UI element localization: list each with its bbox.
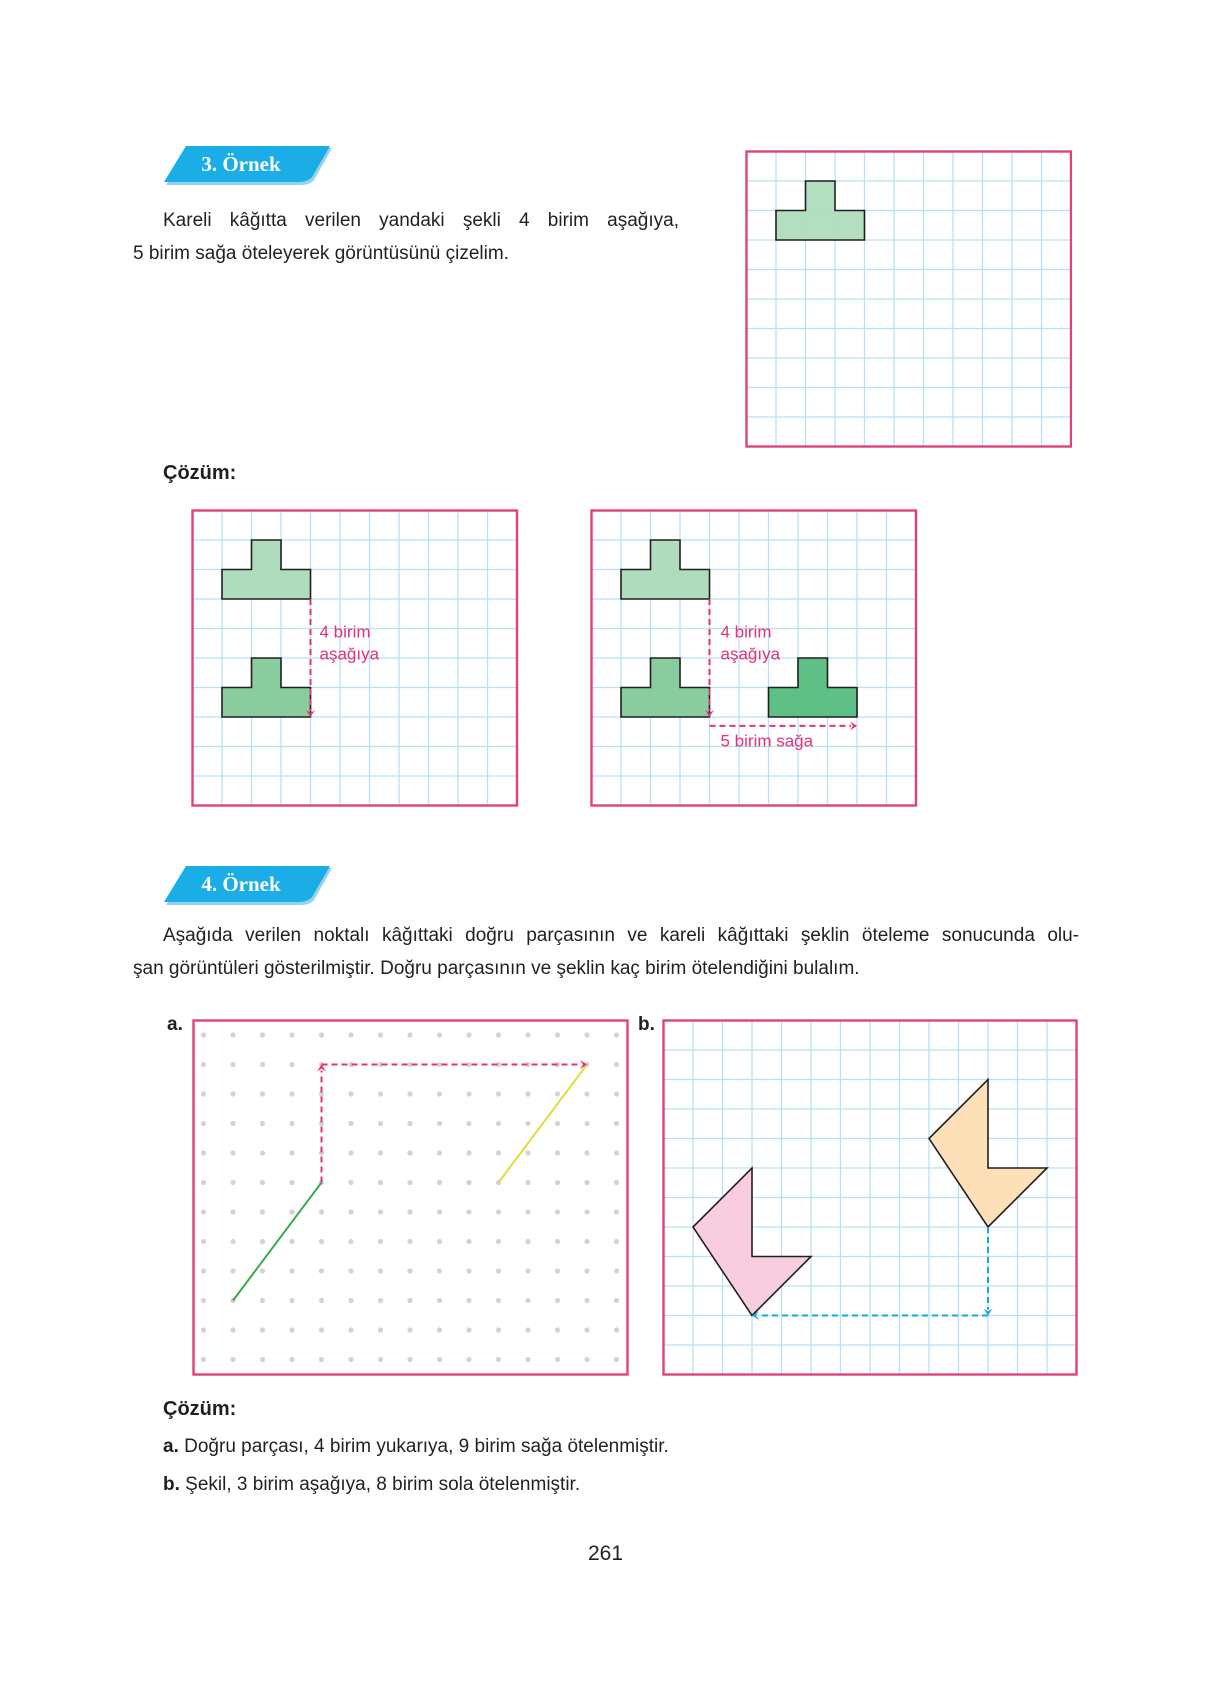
grid-dot xyxy=(289,1062,294,1067)
grid-dot xyxy=(584,1268,589,1273)
example-4-dot-grid xyxy=(192,1019,629,1376)
grid-dot xyxy=(614,1180,619,1185)
grid-dot xyxy=(555,1180,560,1185)
grid-dot xyxy=(407,1150,412,1155)
grid-dot xyxy=(525,1239,530,1244)
grid-dot xyxy=(260,1357,265,1362)
grid-dot xyxy=(230,1091,235,1096)
label-asagiya: aşağıya xyxy=(720,644,781,664)
grid-dot xyxy=(437,1062,442,1067)
grid-dot xyxy=(496,1209,501,1214)
grid-dot xyxy=(201,1091,206,1096)
grid-dot xyxy=(289,1150,294,1155)
solution-a xyxy=(163,1436,669,1458)
grid-dot xyxy=(378,1357,383,1362)
grid-dot xyxy=(525,1032,530,1037)
grid-dot xyxy=(437,1032,442,1037)
grid-dot xyxy=(466,1298,471,1303)
grid-dot xyxy=(319,1032,324,1037)
grid-dot xyxy=(348,1357,353,1362)
grid-dot xyxy=(496,1239,501,1244)
page-number: 261 xyxy=(588,1542,624,1565)
grid-frame xyxy=(194,1021,628,1375)
grid-dot xyxy=(201,1298,206,1303)
grid-dot xyxy=(466,1091,471,1096)
grid-dot xyxy=(201,1209,206,1214)
grid-dot xyxy=(584,1150,589,1155)
grid-dot xyxy=(525,1091,530,1096)
example-3-solution-grid-down-right xyxy=(590,509,921,808)
t-shape-original xyxy=(621,540,710,599)
grid-dot xyxy=(319,1268,324,1273)
grid-dot xyxy=(407,1298,412,1303)
grid-dot xyxy=(230,1268,235,1273)
grid-dot xyxy=(260,1091,265,1096)
grid-dot xyxy=(437,1209,442,1214)
grid-dot xyxy=(260,1327,265,1332)
grid-dot xyxy=(378,1150,383,1155)
grid-dot xyxy=(348,1268,353,1273)
grid-dot xyxy=(348,1298,353,1303)
grid-dot xyxy=(555,1239,560,1244)
segment-image xyxy=(499,1065,588,1183)
grid-dot xyxy=(466,1121,471,1126)
grid-dot xyxy=(584,1298,589,1303)
part-a-label: a. xyxy=(167,1014,183,1035)
grid-dot xyxy=(584,1357,589,1362)
grid-dot xyxy=(201,1327,206,1332)
example-3-text-line2: 5 birim sağa öteleyerek görüntüsünü çizelim. xyxy=(133,243,509,264)
grid-dot xyxy=(260,1121,265,1126)
grid-dot xyxy=(378,1180,383,1185)
t-shape xyxy=(776,181,865,240)
grid-dot xyxy=(348,1091,353,1096)
grid-dot xyxy=(437,1239,442,1244)
example-3-solution-grid-down xyxy=(191,509,520,808)
grid-dot xyxy=(289,1032,294,1037)
grid-dot xyxy=(230,1327,235,1332)
grid-dot xyxy=(584,1121,589,1126)
grid-dot xyxy=(407,1091,412,1096)
example-4-text-line2: şan görüntüleri gösterilmiştir. Doğru parçasının ve şeklin kaç birim ötelendiğini bulalım. xyxy=(133,958,860,979)
grid-dot xyxy=(555,1327,560,1332)
grid-dot xyxy=(437,1298,442,1303)
grid-dot xyxy=(378,1209,383,1214)
arrow-up-head-icon xyxy=(317,1065,326,1072)
grid-dot xyxy=(378,1121,383,1126)
example-4-square-grid xyxy=(662,1019,1080,1376)
example-3-banner xyxy=(162,146,332,184)
grid-dot xyxy=(437,1121,442,1126)
grid-dot xyxy=(614,1239,619,1244)
grid-dot xyxy=(201,1268,206,1273)
grid-dot xyxy=(230,1209,235,1214)
grid-dot xyxy=(584,1091,589,1096)
grid-dot xyxy=(378,1091,383,1096)
grid-dot xyxy=(201,1150,206,1155)
grid-dot xyxy=(496,1150,501,1155)
grid-dot xyxy=(555,1121,560,1126)
grid-dot xyxy=(289,1298,294,1303)
grid-dot xyxy=(614,1150,619,1155)
t-shape-original xyxy=(222,540,311,599)
grid-dot xyxy=(378,1239,383,1244)
grid-dot xyxy=(525,1268,530,1273)
grid-dot xyxy=(230,1062,235,1067)
grid-dot xyxy=(230,1239,235,1244)
example-4-title: 4. Örnek xyxy=(201,872,281,896)
grid-dot xyxy=(348,1239,353,1244)
grid-dot xyxy=(525,1357,530,1362)
grid-dot xyxy=(319,1357,324,1362)
grid-dot xyxy=(289,1268,294,1273)
grid-dot xyxy=(584,1209,589,1214)
label-5-birim-saga: 5 birim sağa xyxy=(720,731,814,751)
example-4-text-line1: Aşağıda verilen noktalı kâğıttaki doğru parçasının ve kareli kâğıttaki şeklin öteleme sonucunda olu- xyxy=(163,925,1079,946)
grid-dot xyxy=(614,1032,619,1037)
example-3-title: 3. Örnek xyxy=(201,152,281,176)
grid-dot xyxy=(614,1327,619,1332)
grid-dot xyxy=(584,1327,589,1332)
grid-dot xyxy=(466,1150,471,1155)
grid-dot xyxy=(496,1268,501,1273)
grid-dot xyxy=(437,1327,442,1332)
grid-dot xyxy=(378,1298,383,1303)
grid-dot xyxy=(437,1091,442,1096)
grid-dot xyxy=(555,1091,560,1096)
grid-dot xyxy=(348,1180,353,1185)
grid-dot xyxy=(496,1032,501,1037)
grid-dot xyxy=(289,1180,294,1185)
solution-a-text: Doğru parçası, 4 birim yukarıya, 9 birim sağa ötelenmiştir. xyxy=(178,1436,669,1457)
grid-dot xyxy=(496,1357,501,1362)
t-shape-final xyxy=(769,658,858,717)
grid-dot xyxy=(466,1357,471,1362)
grid-dot xyxy=(525,1180,530,1185)
grid-dot xyxy=(289,1239,294,1244)
grid-dot xyxy=(201,1121,206,1126)
grid-dot xyxy=(378,1268,383,1273)
grid-dot xyxy=(496,1327,501,1332)
grid-dot xyxy=(555,1209,560,1214)
grid-dot xyxy=(348,1209,353,1214)
grid-dot xyxy=(614,1268,619,1273)
grid-dot xyxy=(201,1032,206,1037)
grid-dot xyxy=(201,1180,206,1185)
grid-dot xyxy=(466,1327,471,1332)
grid-dot xyxy=(348,1032,353,1037)
shape-image-pink xyxy=(693,1168,811,1316)
grid-dot xyxy=(555,1032,560,1037)
grid-dot xyxy=(201,1357,206,1362)
grid-dot xyxy=(378,1032,383,1037)
grid-dot xyxy=(230,1357,235,1362)
example-4-banner xyxy=(162,866,332,904)
grid-dot xyxy=(525,1327,530,1332)
example-4-solution-heading: Çözüm: xyxy=(163,1398,237,1420)
grid-dot xyxy=(407,1239,412,1244)
grid-dot xyxy=(348,1327,353,1332)
grid-dot xyxy=(289,1121,294,1126)
grid-dot xyxy=(348,1150,353,1155)
grid-dot xyxy=(584,1032,589,1037)
grid-dot xyxy=(230,1150,235,1155)
solution-b xyxy=(163,1474,580,1496)
grid-dot xyxy=(437,1268,442,1273)
grid-dot xyxy=(466,1180,471,1185)
grid-dot xyxy=(230,1121,235,1126)
grid-dot xyxy=(496,1298,501,1303)
grid-dot xyxy=(230,1180,235,1185)
grid-dot xyxy=(525,1298,530,1303)
grid-dot xyxy=(407,1032,412,1037)
label-4-birim: 4 birim xyxy=(319,622,371,642)
grid-dot xyxy=(319,1298,324,1303)
grid-dot xyxy=(201,1239,206,1244)
t-shape-moved-down xyxy=(621,658,710,717)
grid-dot xyxy=(260,1239,265,1244)
grid-dot xyxy=(201,1062,206,1067)
t-shape-moved-down xyxy=(222,658,311,717)
grid-dot xyxy=(614,1091,619,1096)
arrow-right-head-icon xyxy=(850,721,857,730)
solution-b-text: Şekil, 3 birim aşağıya, 8 birim sola ötelenmiştir. xyxy=(179,1474,581,1495)
grid-dot xyxy=(289,1357,294,1362)
grid-dot xyxy=(260,1150,265,1155)
example-3-problem-grid xyxy=(745,150,1072,448)
grid-dot xyxy=(260,1209,265,1214)
example-3-text-line1: Kareli kâğıtta verilen yandaki şekli 4 birim aşağıya, xyxy=(163,210,679,231)
grid-dot xyxy=(466,1239,471,1244)
grid-dot xyxy=(260,1180,265,1185)
grid-dot xyxy=(319,1239,324,1244)
grid-dot xyxy=(437,1357,442,1362)
grid-dot xyxy=(289,1327,294,1332)
grid-dot xyxy=(260,1268,265,1273)
part-b-label: b. xyxy=(638,1014,655,1035)
grid-dot xyxy=(407,1180,412,1185)
grid-dot xyxy=(555,1298,560,1303)
grid-dot xyxy=(555,1268,560,1273)
solution-a-prefix: a. xyxy=(163,1436,179,1457)
grid-dot xyxy=(407,1268,412,1273)
grid-dot xyxy=(260,1062,265,1067)
example-3-solution-heading: Çözüm: xyxy=(163,462,237,484)
grid-dot xyxy=(260,1298,265,1303)
grid-dot xyxy=(584,1239,589,1244)
grid-dot xyxy=(289,1091,294,1096)
grid-dot xyxy=(614,1298,619,1303)
grid-dot xyxy=(289,1209,294,1214)
grid-dot xyxy=(230,1032,235,1037)
grid-dot xyxy=(319,1327,324,1332)
label-asagiya: aşağıya xyxy=(319,644,380,664)
grid-dot xyxy=(614,1357,619,1362)
grid-dot xyxy=(319,1209,324,1214)
grid-dot xyxy=(614,1121,619,1126)
grid-dot xyxy=(378,1327,383,1332)
grid-dot xyxy=(407,1327,412,1332)
grid-dot xyxy=(260,1032,265,1037)
solution-b-prefix: b. xyxy=(163,1474,180,1495)
grid-dot xyxy=(437,1150,442,1155)
grid-dot xyxy=(525,1121,530,1126)
grid-dot xyxy=(496,1121,501,1126)
label-4-birim: 4 birim xyxy=(720,622,772,642)
grid-dot xyxy=(437,1180,442,1185)
grid-dot xyxy=(348,1121,353,1126)
grid-dot xyxy=(614,1062,619,1067)
shape-original-orange xyxy=(929,1080,1047,1228)
grid-dot xyxy=(584,1180,589,1185)
segment-original xyxy=(233,1183,322,1301)
grid-dot xyxy=(407,1357,412,1362)
grid-dot xyxy=(525,1209,530,1214)
grid-dot xyxy=(614,1209,619,1214)
grid-dot xyxy=(466,1209,471,1214)
grid-dot xyxy=(555,1150,560,1155)
grid-dot xyxy=(525,1150,530,1155)
grid-dot xyxy=(407,1209,412,1214)
grid-dot xyxy=(407,1121,412,1126)
grid-dot xyxy=(466,1032,471,1037)
grid-dot xyxy=(466,1268,471,1273)
grid-dot xyxy=(555,1357,560,1362)
grid-dot xyxy=(496,1091,501,1096)
